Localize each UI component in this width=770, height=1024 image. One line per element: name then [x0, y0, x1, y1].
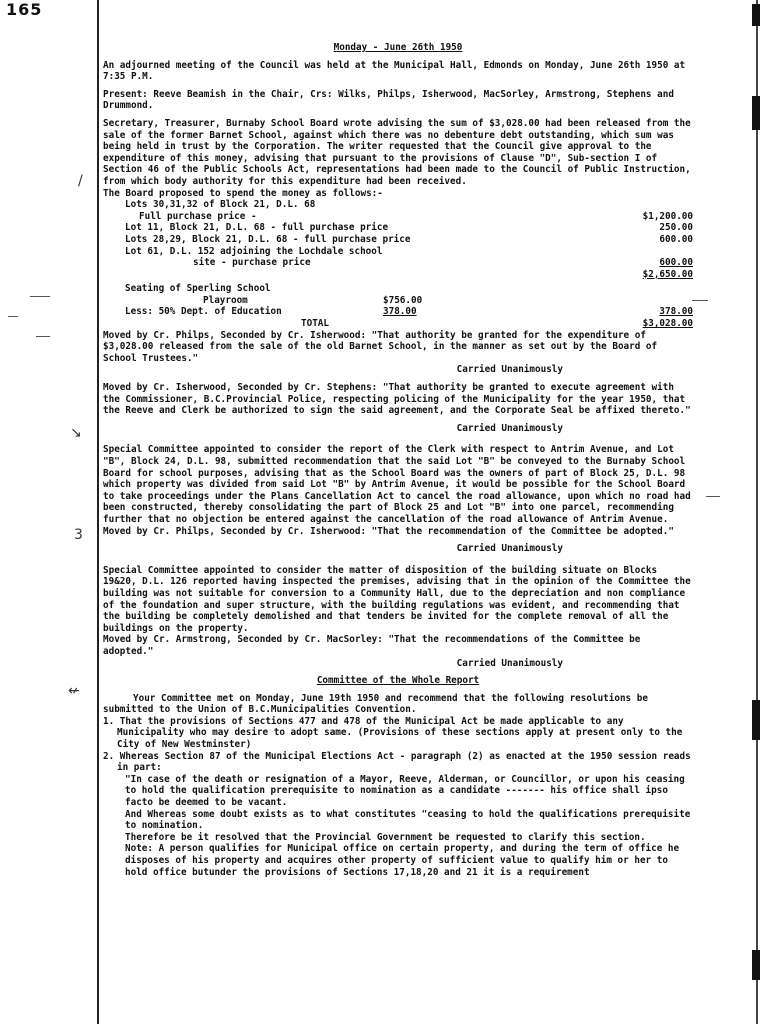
- margin-dash: [30, 296, 50, 297]
- note-paragraph: Note: A person qualifies for Municipal office on certain property, and during the term of office he disposes of his property and acquires other property of sufficient value to qualify him or her to hold office butunder the provisions of Sections 17,18,20 and 21 it is a requirement: [125, 843, 680, 878]
- motion-3: Moved by Cr. Philps, Seconded by Cr. Isherwood: "That the recommendation of the Committee be adopted.": [103, 525, 674, 537]
- margin-rule: [97, 0, 99, 1024]
- resolution-2: 2. Whereas Section 87 of the Municipal Elections Act - paragraph (2) as enacted at the 1950 session reads in part:: [103, 750, 691, 774]
- margin-check-mark: ↚: [68, 683, 80, 699]
- carried-label: Carried Unanimously: [456, 657, 563, 669]
- board-proposed-line: The Board proposed to spend the money as follows:-: [103, 187, 383, 199]
- school-board-paragraph: Secretary, Treasurer, Burnaby School Board wrote advising the sum of $3,028.00 had been released from the sale of the former Barnet School, against which there was no debenture debt outstanding, which sum was being held in trust by the Corporation. The writer requested that the Council give approval to the expenditure of this money, advising that pursuant to the provisions of Clause "D", Sub-section I of Section 46 of the Public Schools Act, representations had been made to the Council of Public Instruction, from which body authority for this expenditure had been received.: [103, 117, 691, 187]
- expenditure-row: Full purchase price - $1,200.00: [139, 210, 693, 222]
- less-row: Less: 50% Dept. of Education 378.00 378.00: [125, 306, 693, 318]
- expenditure-row: Lot 61, D.L. 152 adjoining the Lochdale school: [125, 245, 383, 257]
- expenditure-row: site - purchase price 600.00: [193, 257, 693, 269]
- subtotal-row: $2,650.00: [642, 268, 693, 280]
- margin-dash: [36, 336, 50, 337]
- seating-row: Seating of Sperling School: [125, 283, 271, 295]
- committee-building-paragraph: Special Committee appointed to consider the matter of disposition of the building situate on Blocks 19&20, D.L. 126 reported having inspected the premises, advising that in the opinion of the Committee the building was not suitable for conversion to a Community Hall, due to the depreciation and non compliance of the foundation and super structure, with the building regulations was evident, and recommending that the building be completely demolished and that tenders be invited for the complete removal of all the buildings on the property.: [103, 564, 691, 634]
- margin-dash: [692, 300, 708, 301]
- seating-row: Playroom $756.00: [203, 294, 423, 306]
- resolution-quote: "In case of the death or resignation of a Mayor, Reeve, Alderman, or Councillor, or upon his ceasing to hold the qualification prerequisite to nomination as a candidate ------- his office shall ipso facto be deemed to be vacant.: [125, 773, 685, 809]
- margin-check-mark: ↘: [70, 425, 82, 441]
- margin-dash: [8, 316, 18, 317]
- page-number: 165: [6, 0, 43, 19]
- edge-mark: [752, 950, 760, 980]
- expenditure-row: Lot 11, Block 21, D.L. 68 - full purchase price 250.00: [125, 222, 693, 234]
- committee-antrim-paragraph: Special Committee appointed to consider the report of the Clerk with respect to Antrim Avenue, and Lot "B", Block 24, D.L. 98, submitted recommendation that the said Lot "B" be conveyed to the Burnaby School Board for school purposes, advising that as the School Board was the owners of part of Block 25, D.L. 98 which property was divided from said Lot "B" by Antrim Avenue, it would be possible for the School Board to take proceedings under the Plans Cancellation Act to cancel the road allowance, upon which no road had been constructed, thereby consolidating the part of Block 25 and Lot "B" into one parcel, recommending further that no objection be entered against the cancellation of the road allowance of Antrim Avenue.: [103, 444, 691, 525]
- expenditure-row: Lots 28,29, Block 21, D.L. 68 - full purchase price 600.00: [125, 233, 693, 245]
- page-edge: [756, 0, 758, 1024]
- meeting-heading: Monday - June 26th 1950: [333, 42, 463, 53]
- edge-mark: [752, 96, 760, 130]
- whereas-paragraph: And Whereas some doubt exists as to what constitutes "ceasing to hold the qualifications prerequisite to nomination.: [125, 808, 691, 832]
- minutes-body: [103, 42, 693, 878]
- carried-label: Carried Unanimously: [456, 422, 563, 434]
- carried-label: Carried Unanimously: [456, 543, 563, 555]
- cow-heading: Committee of the Whole Report: [316, 675, 480, 687]
- therefore-paragraph: Therefore be it resolved that the Provincial Government be requested to clarify this section.: [125, 831, 646, 843]
- margin-dash: [706, 496, 720, 497]
- resolution-1: 1. That the provisions of Sections 477 and 478 of the Municipal Act be made applicable to any Municipality who may desire to adopt same. (Provisions of these sections apply at present only to the City of New Westminster): [103, 715, 683, 751]
- motion-4: Moved by Cr. Armstrong, Seconded by Cr. MacSorley: "That the recommendations of the Committee be adopted.": [103, 634, 641, 657]
- margin-check-mark: /: [78, 173, 83, 189]
- lots-line: Lots 30,31,32 of Block 21, D.L. 68: [125, 199, 316, 211]
- edge-mark: [752, 700, 760, 740]
- motion-2: Moved by Cr. Isherwood, Seconded by Cr. Stephens: "That authority be granted to execute agreement with the Commissioner, B.C.Provincial Police, respecting policing of the Municipality for the year 1950, that the Reeve and Clerk be authorized to sign the said agreement, and the Corporate Seal be affixed thereto.": [103, 382, 691, 417]
- margin-number-mark: 3: [74, 527, 83, 543]
- cow-intro: Your Committee met on Monday, June 19th 1950 and recommend that the following resolutions be submitted to the Union of B.C.Municipalities Convention.: [103, 692, 648, 716]
- intro-paragraph: An adjourned meeting of the Council was held at the Municipal Hall, Edmonds on Monday, June 26th 1950 at 7:35 P.M.: [103, 59, 686, 83]
- motion-1: Moved by Cr. Philps, Seconded by Cr. Isherwood: "That authority be granted for the expenditure of $3,028.00 released from the sale of the old Barnet School, in the manner as set out by the Board of School Trustees.": [103, 329, 658, 364]
- edge-mark: [752, 4, 760, 26]
- carried-label: Carried Unanimously: [456, 364, 563, 376]
- total-row: TOTAL $3,028.00: [301, 318, 693, 330]
- present-paragraph: Present: Reeve Beamish in the Chair, Crs: Wilks, Philps, Isherwood, MacSorley, Armstrong, Stephens and Drummond.: [103, 88, 674, 112]
